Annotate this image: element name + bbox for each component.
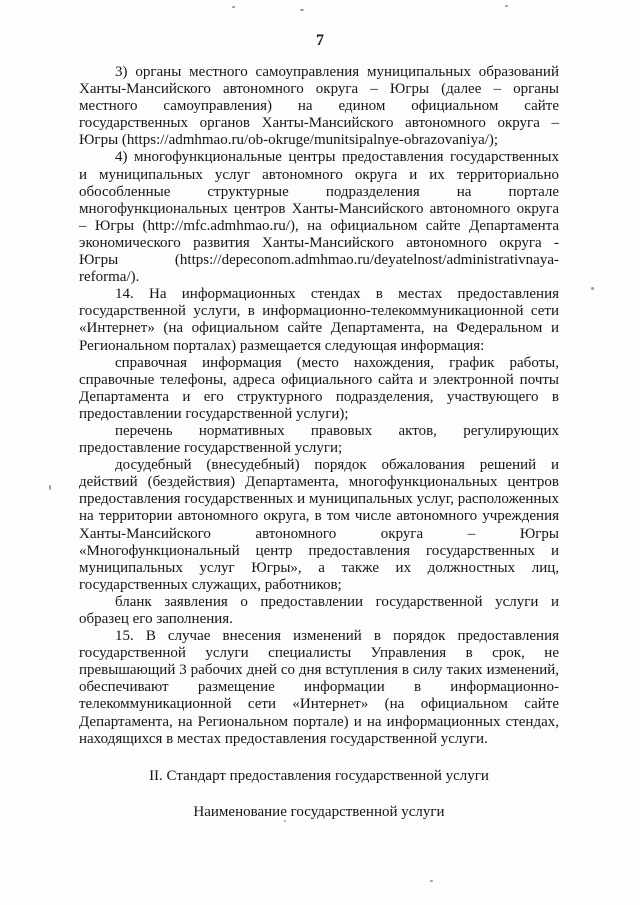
paragraph-local-government-sites: 3) органы местного самоуправления муниципальных образований Ханты-Мансийского автономного округа – Югры (далее – органы местного самоуправления) на едином официальном сайте государственных органов Ханты-Мансийского автономного округа – Югры (https://admhmao.ru/ob-okruge/munitsipalnye-obrazovaniya/);: [79, 64, 559, 149]
paragraph-changes-notice: 15. В случае внесения изменений в порядок предоставления государственной услуги специалисты Управления в срок, не превышающий 3 рабочих дней со дня вступления в силу таких изменений, обеспечивают размещение информации в информационно-телекоммуникационной сети «Интернет» (на официальном сайте Департамента, на Региональном портале) и на информационных стендах, находящихся в местах предоставления государственной услуги.: [79, 628, 559, 747]
scan-speck: [284, 820, 286, 822]
paragraph-legal-acts: перечень нормативных правовых актов, регулирующих предоставление государственной услуги;: [79, 422, 559, 457]
scan-speck: [430, 880, 433, 882]
paragraph-mfc-portal: 4) многофункциональные центры предоставления государственных и муниципальных услуг автономного округа и их территориально обособленные структурные подразделения на портале многофункциональных центров Ханты-Мансийского автономного округа – Югры (http://mfc.admhmao.ru/), на официальном сайте Департамента экономического развития Ханты-Мансийского автономного округа - Югры (https://depeconom.admhmao.ru/deyatelnost/administrativnaya-reforma/).: [79, 149, 559, 286]
paragraph-reference-info: справочная информация (место нахождения, график работы, справочные телефоны, адреса официального сайта и электронной почты Департамента и его структурного подразделения, участвующего в предоставлении государственной услуги);: [79, 354, 559, 422]
scan-speck: [591, 287, 594, 290]
paragraph-info-stands: 14. На информационных стендах в местах предоставления государственной услуги, в информационно-телекоммуникационной сети «Интернет» (на официальном сайте Департамента, на Федеральном и Региональном порталах) размещается следующая информация:: [79, 286, 559, 354]
paragraph-appeal-procedure: досудебный (внесудебный) порядок обжалования решений и действий (бездействия) Департамента, многофункциональных центров предоставления государственных и муниципальных услуг, расположенных на территории автономного округа, в том числе автономного учреждения Ханты-Мансийского автономного округа – Югры «Многофункциональный центр предоставления государственных и муниципальных услуг Югры», а также их должностных лиц, государственных служащих, работников;: [79, 457, 559, 593]
paragraph-application-form: бланк заявления о предоставлении государственной услуги и образец его заполнения.: [79, 593, 559, 627]
scan-speck: [505, 5, 508, 7]
subsection-heading: Наименование государственной услуги: [193, 803, 445, 820]
page-number: 7: [316, 32, 324, 49]
document-body: [79, 64, 559, 821]
scan-speck: [232, 6, 235, 8]
section-heading: II. Стандарт предоставления государственной услуги: [149, 767, 489, 784]
scan-speck: [49, 485, 51, 490]
scan-speck: [300, 9, 304, 11]
